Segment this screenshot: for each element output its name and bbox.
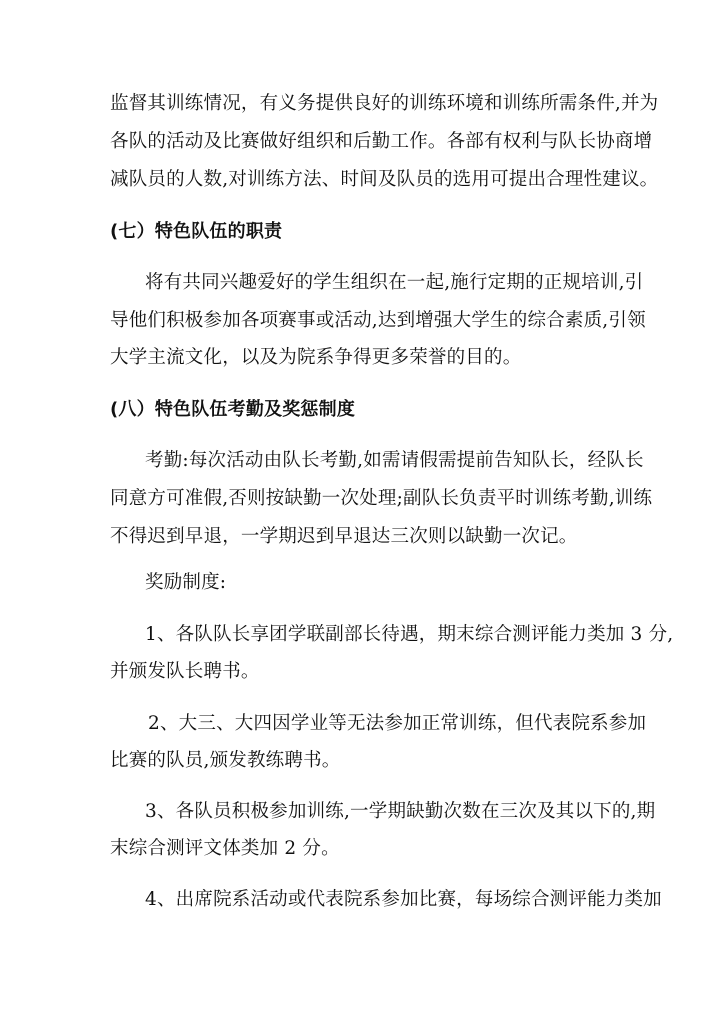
item1-line1: 1、各队队长享团学联副部长待遇，期末综合测评能力类加 3 分, (145, 624, 674, 645)
item1-line2: 并颁发队长聘书。 (110, 661, 260, 682)
item2-line2: 比赛的队员,颁发教练聘书。 (110, 750, 341, 771)
para3-line2: 同意方可准假,否则按缺勤一次处理;副队长负责平时训练考勤,训练 (110, 488, 653, 509)
para2-line2: 导他们积极参加各项赛事或活动,达到增强大学生的综合素质,引领 (110, 310, 646, 331)
para1-line1: 监督其训练情况，有义务提供良好的训练环境和训练所需条件,并为 (110, 93, 659, 114)
para1-line3: 减队员的人数,对训练方法、时间及队员的选用可提出合理性建议。 (110, 169, 659, 190)
item4-line1: 4、出席院系活动或代表院系参加比赛，每场综合测评能力类加 (145, 889, 662, 910)
item3-line1: 3、各队员积极参加训练,一学期缺勤次数在三次及其以下的,期 (145, 801, 656, 822)
para2-line3: 大学主流文化，以及为院系争得更多荣誉的目的。 (110, 347, 522, 368)
para2-line1: 将有共同兴趣爱好的学生组织在一起,施行定期的正规培训,引 (145, 272, 644, 293)
item3-line2: 末综合测评文体类加 2 分。 (110, 838, 340, 859)
para3-line1: 考勤:每次活动由队长考勤,如需请假需提前告知队长，经队长 (145, 450, 644, 471)
item2-line1: 2、大三、大四因学业等无法参加正常训练，但代表院系参加 (148, 713, 647, 734)
section-heading-8: (八）特色队伍考勤及奖惩制度 (110, 399, 356, 420)
reward-title: 奖励制度: (145, 572, 227, 593)
para3-line3: 不得迟到早退，一学期迟到早退达三次则以缺勤一次记。 (110, 526, 578, 547)
section-heading-7: (七）特色队伍的职责 (110, 221, 283, 242)
para1-line2: 各队的活动及比赛做好组织和后勤工作。各部有权利与队长协商增 (110, 131, 653, 152)
